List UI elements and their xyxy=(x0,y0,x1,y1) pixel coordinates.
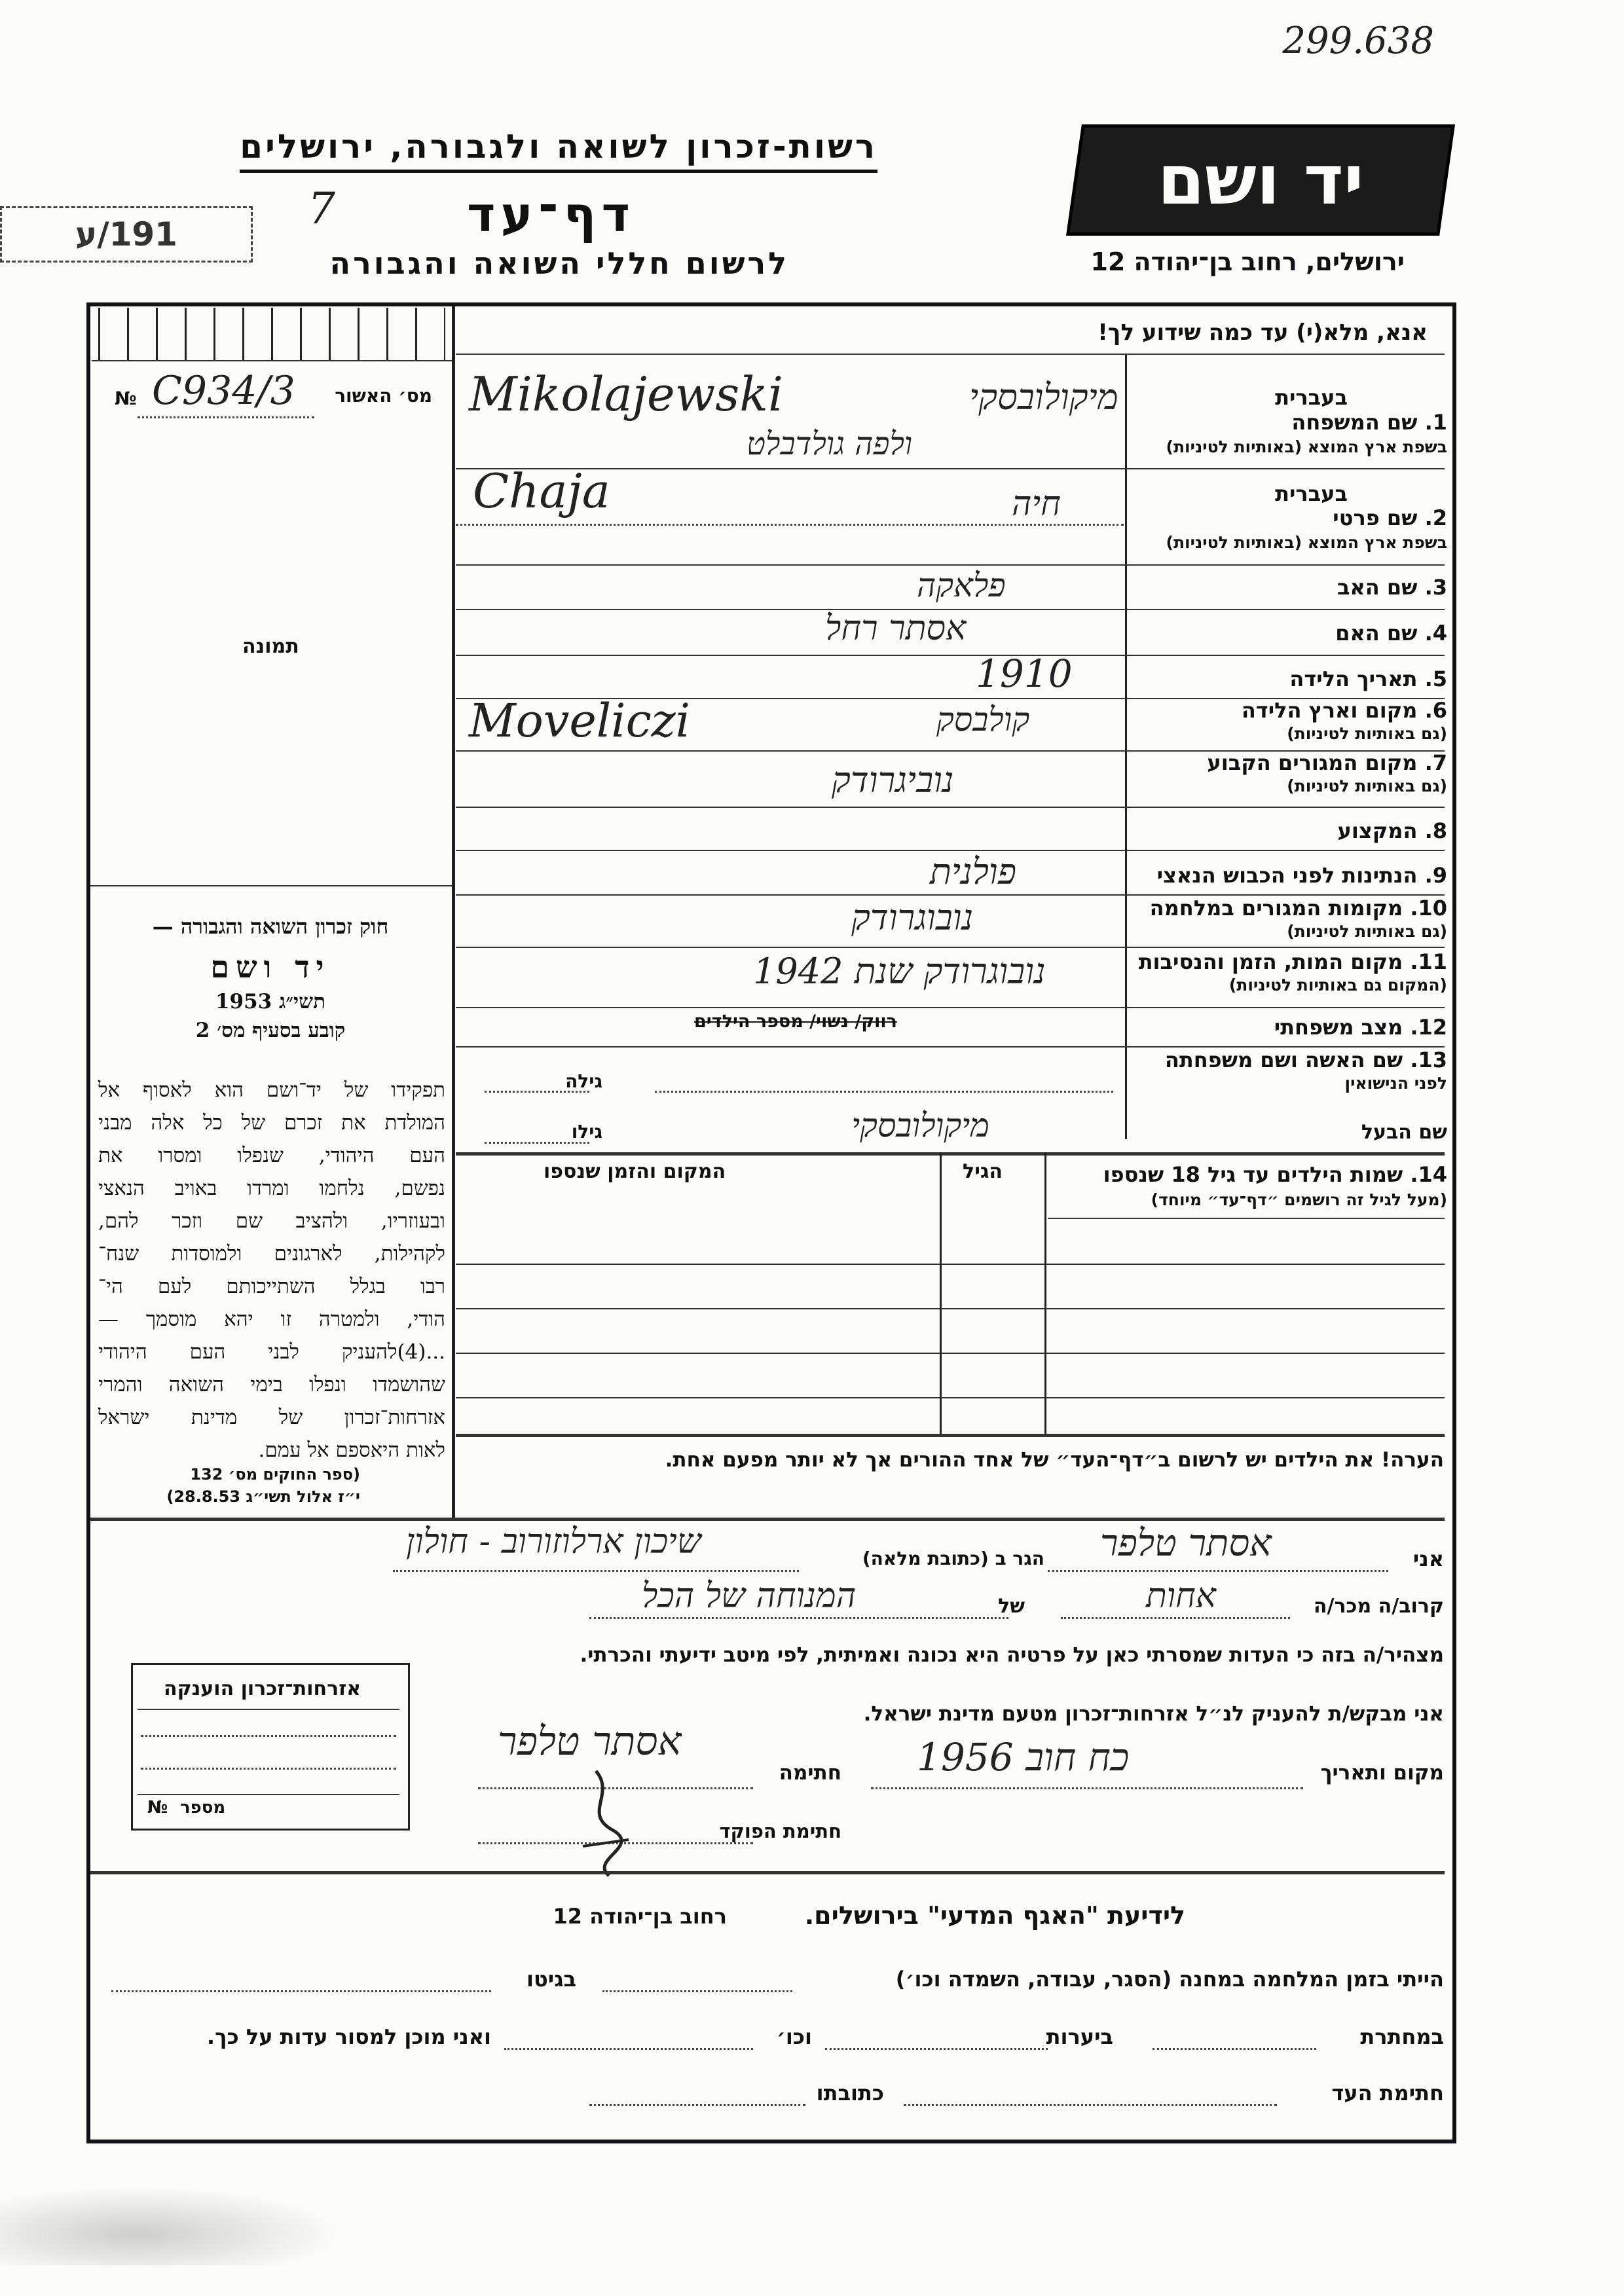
note: הערה! את הילדים יש לרשום ב״דף־העד״ של אחד ההורים אך לא יותר מפעם אחת. xyxy=(665,1448,1444,1472)
bottom-title-text: לידיעת "האגף המדעי" בירושלים. xyxy=(804,1901,1185,1930)
decl-i-value: אסתר טלפר xyxy=(1100,1522,1272,1565)
law-source-date: י״ז אלול תשי״ג 28.8.53) xyxy=(166,1487,360,1506)
bottom-line2-b: ביערות xyxy=(1046,2024,1113,2049)
stamp-number-text: 191/ע xyxy=(75,215,177,253)
decl-signature-label: חתימה xyxy=(779,1761,841,1785)
field-3-name: שם האב xyxy=(1337,575,1418,600)
children-divider-2 xyxy=(1044,1152,1046,1434)
field-9-value: פולנית xyxy=(930,851,1017,892)
field-2-label xyxy=(1333,505,1447,530)
field-6-name: מקום וארץ הלידה xyxy=(1241,698,1418,723)
photo-label: תמונה xyxy=(242,635,299,658)
citizenship-rule-1 xyxy=(138,1709,399,1710)
decl-resides-dots xyxy=(393,1570,799,1572)
field-13-sub: לפני הנישואין xyxy=(1344,1074,1447,1093)
field-6-num: 6. xyxy=(1424,698,1447,723)
field-10-rule xyxy=(456,947,1445,948)
field-6-label xyxy=(1242,698,1447,723)
law-year xyxy=(97,990,444,1013)
field-6-latin: Moveliczi xyxy=(469,694,691,748)
field-9-num: 9. xyxy=(1424,863,1447,888)
decl-i-label: אני xyxy=(1412,1546,1444,1571)
field-10-num: 10. xyxy=(1410,896,1447,920)
law-year-heb: תשי״ג xyxy=(279,990,326,1013)
decl-resides-label: הגר ב (כתובת מלאה) xyxy=(862,1548,1044,1569)
law-line: לקהילות, לארגונים ולמוסדות שנח־ xyxy=(98,1242,445,1266)
field-7-label xyxy=(1207,750,1447,775)
field-10-name: מקומות המגורים במלחמה xyxy=(1149,896,1403,920)
field-9-label xyxy=(1157,863,1447,888)
tick-base xyxy=(92,360,452,361)
field-13-age-label: גילה xyxy=(565,1070,602,1092)
bottom-line1-dots-b xyxy=(111,1990,491,1992)
field-8-name: המקצוע xyxy=(1337,818,1418,843)
field-11-rule xyxy=(456,1007,1445,1008)
children-num: 14. xyxy=(1410,1162,1447,1187)
field-12-options: רווק/ נשוי/ מספר הילדים xyxy=(694,1011,897,1032)
field-1-hebrew: מיקולובסקי xyxy=(969,376,1118,418)
decl-resides-value: שיכון ארלוזורוב - חולון xyxy=(406,1522,701,1561)
field-5-name: תאריך הלידה xyxy=(1289,666,1418,691)
children-row-4 xyxy=(456,1353,1445,1354)
husband-value: מיקולובסקי xyxy=(851,1106,989,1144)
law-body xyxy=(98,1074,445,1467)
citizenship-number-label: מספר xyxy=(180,1798,226,1817)
field-5-label xyxy=(1289,666,1447,691)
field-13-name: שם האשה ושם משפחתה xyxy=(1164,1048,1403,1072)
bottom-line2-dots-c xyxy=(504,2048,753,2050)
field-6-value: קולבסק xyxy=(936,701,1030,738)
field-7-num: 7. xyxy=(1424,750,1447,775)
handwritten-mark: 7 xyxy=(308,183,335,234)
field-2-side: בעברית xyxy=(1275,481,1348,506)
field-13-age-dots xyxy=(485,1091,589,1093)
address: ירושלים, רחוב בן־יהודה 12 xyxy=(1090,247,1405,276)
field-7-value: נוביגרודק xyxy=(832,759,954,801)
children-divider-1 xyxy=(940,1152,942,1434)
label-divider xyxy=(1125,354,1127,1139)
decl-of-value: המנוחה של הכל xyxy=(642,1576,857,1616)
law-top-rule xyxy=(90,885,452,886)
bottom-line2-dots-b xyxy=(825,2048,1048,2050)
citizenship-no-sign: № xyxy=(147,1798,168,1817)
field-1-label xyxy=(1291,410,1447,435)
field-13-label xyxy=(1165,1048,1447,1072)
decl-relation-value: אחות xyxy=(1146,1576,1216,1616)
bottom-line2-a: במחתרת xyxy=(1360,2024,1444,2049)
field-5-num: 5. xyxy=(1424,666,1447,691)
field-2-dots xyxy=(456,524,1124,526)
stamp-number xyxy=(0,206,253,263)
field-2-rule xyxy=(456,564,1445,566)
law-title: חוק זכרון השואה והגבורה — xyxy=(152,914,389,939)
husband-age-dots xyxy=(485,1142,589,1144)
field-2-hebrew: חיה xyxy=(1012,484,1061,524)
bottom-title xyxy=(805,1901,1185,1930)
field-9-name: הנתינות לפני הכבוש הנאצי xyxy=(1156,863,1418,888)
decl-signature-value: אסתר טלפר xyxy=(498,1719,682,1764)
scan-smudge xyxy=(0,2187,341,2265)
citizenship-rule-3 xyxy=(141,1768,396,1770)
law-line: העם היהודי, שנפלו ומסרו את xyxy=(98,1144,445,1167)
husband-label: שם הבעל xyxy=(1361,1121,1447,1144)
intro-rule xyxy=(456,354,1445,355)
children-row-2 xyxy=(456,1264,1445,1265)
note-rule xyxy=(90,1518,1445,1521)
field-1-side: בעברית xyxy=(1275,385,1348,410)
field-12-label xyxy=(1274,1015,1447,1040)
approval-rule xyxy=(138,416,314,418)
husband-age-label: גילו xyxy=(571,1121,602,1142)
decl-relation-label: קרוב/ה מכר/ה xyxy=(1313,1595,1444,1618)
field-3-label xyxy=(1337,575,1447,600)
field-8-label xyxy=(1338,818,1447,843)
bottom-line1-dots-a xyxy=(602,1990,792,1992)
law-line: לאות היאספם אל עמם. xyxy=(258,1438,445,1462)
field-11-name: מקום המות, הזמן והנסיבות xyxy=(1138,949,1403,974)
field-1-sub: בשפת ארץ המוצא (באותיות לטיניות) xyxy=(1166,437,1447,456)
decl-place-date-label: מקום ותאריך xyxy=(1320,1761,1444,1785)
field-2-num: 2. xyxy=(1424,505,1447,530)
decl-statement: מצהיר/ה בזה כי העדות שמסרתי כאן על פרטיה היא נכונה ואמיתית, לפי מיטב ידיעתי והכרתי. xyxy=(580,1643,1444,1667)
field-1-name: שם המשפחה xyxy=(1291,410,1418,435)
law-line: רבו בגלל השתייכותם לעם הי־ xyxy=(98,1275,445,1298)
citizenship-rule-4 xyxy=(138,1794,399,1795)
citizenship-rule-2 xyxy=(141,1735,396,1737)
law-year-num: 1953 xyxy=(215,990,272,1013)
tick-marks xyxy=(98,308,445,360)
approval-no-sign: № xyxy=(115,388,137,409)
field-4-rule xyxy=(456,655,1445,656)
field-13-dots xyxy=(655,1091,1113,1093)
decl-of-label: של xyxy=(998,1595,1025,1618)
children-title-text: שמות הילדים עד גיל 18 שנספו xyxy=(1103,1162,1403,1187)
decl-bottom-rule xyxy=(90,1871,1445,1874)
decl-officer-label: חתימת הפוקד xyxy=(719,1820,841,1842)
field-1-latin: Mikolajewski xyxy=(469,367,783,422)
bottom-line2-dots-a xyxy=(1153,2048,1316,2050)
law-line: המולדת את זכרם של כל אלה מבני xyxy=(98,1111,445,1135)
decl-place-date-value: כח חוב 1956 xyxy=(917,1735,1130,1779)
law-line: נפשם, נלחמו ומרדו באויב הנאצי xyxy=(98,1176,445,1200)
field-3-value: פלאקה xyxy=(917,566,1006,604)
logo xyxy=(1066,124,1455,236)
field-8-num: 8. xyxy=(1424,818,1447,843)
field-7-name: מקום המגורים הקבוע xyxy=(1207,750,1418,775)
field-11-num: 11. xyxy=(1410,949,1447,974)
field-13-rule xyxy=(456,1152,1445,1156)
archive-number: 299.638 xyxy=(1282,20,1434,62)
field-7-sub: (גם באותיות לטיניות) xyxy=(1287,776,1447,795)
column-divider xyxy=(452,306,455,1518)
children-col-place: המקום והזמן שנספו xyxy=(544,1160,726,1183)
form-subtitle: לרשום חללי השואה והגבורה xyxy=(329,246,789,281)
field-4-value: אסתר רחל xyxy=(825,609,967,648)
field-3-num: 3. xyxy=(1424,575,1447,600)
decl-place-date-dots xyxy=(871,1787,1303,1789)
field-1-num: 1. xyxy=(1424,410,1447,435)
field-2-name: שם פרטי xyxy=(1333,505,1418,530)
logo-text: יד ושם xyxy=(1157,140,1364,220)
decl-of-dots xyxy=(589,1617,1008,1619)
field-10-value: נובוגרודק xyxy=(851,897,974,938)
field-12-num: 12. xyxy=(1410,1015,1447,1040)
signature-scribble-icon xyxy=(576,1768,635,1879)
law-line: ובעוזריו, ולהציב שם וזכר להם, xyxy=(98,1209,445,1233)
law-source: (ספר החוקים מס׳ 132 xyxy=(190,1465,360,1484)
form-title: דף־עד xyxy=(467,187,635,243)
org-line: רשות-זכרון לשואה ולגבורה, ירושלים xyxy=(240,128,877,173)
decl-request: אני מבקש/ת להעניק לנ״ל אזרחות־זכרון מטעם מדינת ישראל. xyxy=(863,1702,1444,1726)
field-2-latin: Chaja xyxy=(473,464,610,519)
children-sub: (מעל לגיל זה רושמים ״דף־עד״ מיוחד) xyxy=(1151,1190,1447,1209)
field-10-sub: (גם באותיות לטיניות) xyxy=(1287,922,1447,941)
bottom-address: רחוב בן־יהודה 12 xyxy=(553,1904,727,1929)
decl-i-dots xyxy=(1048,1570,1388,1572)
children-row-1 xyxy=(1048,1218,1445,1219)
field-4-num: 4. xyxy=(1424,621,1447,646)
field-13-num: 13. xyxy=(1410,1048,1447,1072)
bottom-line1-b: בגיטו xyxy=(526,1967,576,1992)
law-line: ...(4)להעניק לבני העם היהודי xyxy=(98,1340,445,1364)
field-4-name: שם האם xyxy=(1335,621,1418,646)
field-1-extra: ולפה גולדבלט xyxy=(747,426,913,462)
field-11-sub: (המקום גם באותיות לטיניות) xyxy=(1228,975,1447,994)
bottom-line3-dots-b xyxy=(589,2104,805,2106)
children-row-5 xyxy=(456,1397,1445,1398)
law-line: הודי, ולמטרה זו יהא מוסמך — xyxy=(98,1307,445,1331)
field-2-sub: בשפת ארץ המוצא (באותיות לטיניות) xyxy=(1166,533,1447,552)
bottom-line1-a: הייתי בזמן המלחמה במחנה (הסגר, עבודה, השמדה וכו׳) xyxy=(895,1967,1444,1992)
bottom-line3-a: חתימת העד xyxy=(1331,2081,1444,2105)
bottom-line2-c: וכו׳ xyxy=(776,2024,812,2049)
law-line: אזרחות־זכרון של מדינת ישראל xyxy=(98,1406,445,1429)
law-text xyxy=(97,914,444,1049)
bottom-line3-b: כתובתו xyxy=(816,2081,884,2105)
field-4-label xyxy=(1335,621,1447,646)
approval-label: מס׳ האשור xyxy=(335,385,432,407)
field-6-sub: (גם באותיות לטיניות) xyxy=(1287,724,1447,743)
law-name: יד ושם xyxy=(210,949,331,985)
children-row-3 xyxy=(456,1308,1445,1309)
decl-relation-dots xyxy=(1061,1617,1290,1619)
law-clause: קובע בסעיף מס׳ 2 xyxy=(195,1019,346,1042)
bottom-line3-dots-a xyxy=(904,2104,1277,2106)
children-title xyxy=(1103,1162,1447,1187)
bottom-line2-d: ואני מוכן למסור עדות על כך. xyxy=(206,2024,491,2049)
field-10-label xyxy=(1150,896,1447,920)
law-line: שהושמדו ונפלו בימי השואה והמרי xyxy=(98,1373,445,1396)
field-5-value: 1910 xyxy=(976,651,1073,696)
children-bottom xyxy=(456,1434,1445,1437)
children-col-age: הגיל xyxy=(963,1160,1003,1183)
field-11-label xyxy=(1139,949,1447,974)
intro: אנא, מלא(י) עד כמה שידוע לך! xyxy=(1098,319,1428,346)
field-7-rule xyxy=(456,807,1445,808)
law-line: תפקידו של יד־ושם הוא לאסוף אל xyxy=(98,1078,445,1102)
field-11-value: נובוגרודק שנת 1942 xyxy=(753,951,1046,992)
approval-value: C934/3 xyxy=(152,368,295,414)
field-12-name: מצב משפחתי xyxy=(1274,1015,1403,1040)
citizenship-title: אזרחות־זכרון הוענקה xyxy=(164,1677,361,1700)
